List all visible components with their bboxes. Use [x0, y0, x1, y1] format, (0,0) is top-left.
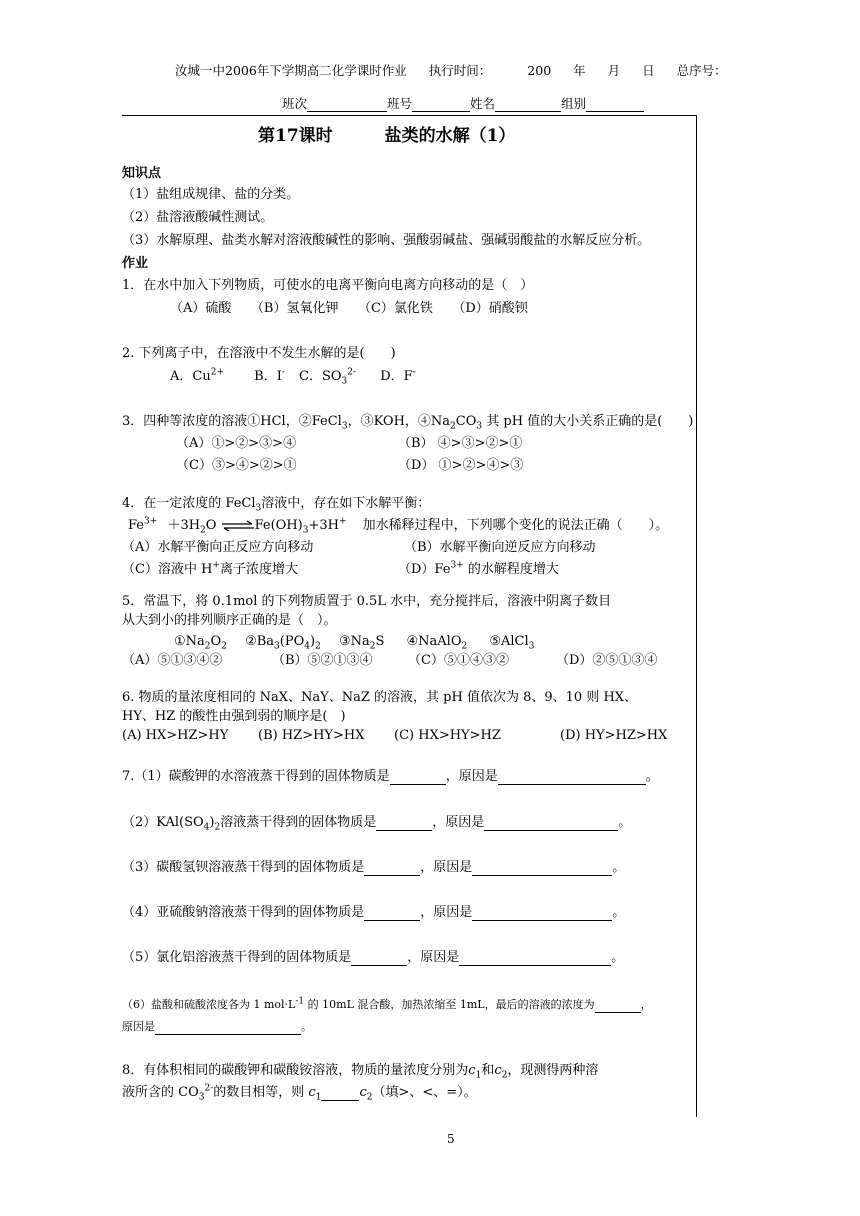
q8-sup: 2-: [204, 1083, 214, 1094]
q3-b-b: ②>①: [485, 436, 523, 451]
q7-text: 。: [301, 1020, 312, 1033]
q5-item: (PO: [279, 634, 305, 649]
q8-var: c: [494, 1063, 502, 1078]
knowledge-item: （1）盐组成规律、盐的分类。: [122, 187, 300, 202]
q2-c-sub: 3: [341, 376, 348, 387]
q8-line1: [122, 1062, 598, 1079]
q7-text: 。: [611, 950, 625, 965]
q7-text: 溶液蒸干得到的固体物质是: [220, 815, 377, 830]
q2-a-sup: 2+: [210, 367, 224, 378]
q4-stem-b: 溶液中，存在如下水解平衡：: [261, 496, 431, 511]
q7-text: （4）亚硫酸钠溶液蒸干得到的固体物质是: [122, 905, 365, 920]
q5-sub: 2: [221, 641, 227, 652]
q2-option-a: A．Cu: [170, 369, 211, 384]
q5-option-c: （C）⑤①④③②: [408, 653, 509, 668]
q8-text: 的数目相等，则: [213, 1085, 305, 1100]
q5-sub: 4: [304, 641, 310, 652]
q8-sub: 2: [366, 1092, 373, 1103]
q4-eq-sup: +: [338, 516, 347, 527]
header-serial: 总序号：: [676, 63, 727, 78]
q4-eq-a: Fe: [128, 518, 145, 533]
q1-options: （A）硫酸 （B）氢氧化钾 （C）氯化铁 （D）硝酸钡: [170, 301, 528, 316]
q4-eq-b: ＋3H: [167, 518, 201, 533]
homework-heading: 作业: [122, 256, 149, 271]
q2-b-sup: -: [281, 367, 285, 378]
q4-option-b: （B）水解平衡向逆反应方向移动: [404, 540, 596, 555]
q7-part4: [122, 904, 625, 921]
header-day: 日: [642, 63, 655, 78]
q3-option-d: （D） ①>②>④>③: [398, 458, 524, 473]
q4-equation: [128, 517, 668, 534]
answer-blank[interactable]: [459, 951, 611, 966]
q7-sub: 2: [214, 822, 221, 833]
q3-b-a: （B） ④>③>: [398, 436, 486, 451]
q2-c-sup: 2-: [347, 367, 357, 378]
answer-blank[interactable]: [364, 861, 420, 876]
q8-line2: [122, 1084, 477, 1101]
answer-blank[interactable]: [376, 816, 432, 831]
q8-text: 液所含的 CO: [122, 1085, 199, 1100]
q3-sub: 3: [341, 421, 348, 432]
q5-item: ①Na: [174, 634, 205, 649]
knowledge-item: （3）水解原理、盐类水解对溶液酸碱性的影响、强酸弱碱盐、强碱弱酸盐的水解反应分析。: [122, 233, 651, 248]
q7-text: （5）氯化铝溶液蒸干得到的固体物质是: [122, 950, 352, 965]
q2-options: [170, 368, 416, 385]
q8-text: 和: [481, 1063, 495, 1078]
q6-stem-line1: 6. 物质的量浓度相同的 NaX、NaY、NaZ 的溶液，其 pH 值依次为 8、9、10 则 HX、: [122, 690, 638, 705]
q4-eq-d: Fe(OH): [254, 518, 303, 533]
q5-item: ④NaAlO: [406, 634, 462, 649]
q7-text: ，: [640, 998, 652, 1011]
q5-option-d: （D）②⑤①③④: [556, 653, 658, 668]
page-number: 5: [447, 1132, 455, 1146]
group-label: 组别: [561, 96, 587, 111]
q4-eq-f: 加水稀释过程中，下列哪个变化的说法正确（ ）。: [362, 518, 669, 533]
number-label: 班号: [387, 96, 413, 111]
q8-sub: 2: [501, 1070, 508, 1081]
q8-var: c: [468, 1063, 476, 1078]
q4-option-c: [122, 561, 298, 578]
q1-stem: 1．在水中加入下列物质，可使水的电离平衡向电离方向移动的是（ ）: [122, 278, 534, 293]
q4-eq-sub: 3: [302, 525, 309, 536]
q8-text: 8．有体积相同的碳酸钾和碳酸铵溶液，物质的量浓度分别为: [122, 1063, 469, 1078]
answer-blank[interactable]: [390, 770, 446, 785]
q4-eq-sup: 3+: [144, 516, 158, 527]
q4-stem: [122, 495, 430, 512]
class-blank[interactable]: [307, 97, 387, 112]
q7-text: 原因是: [122, 1020, 155, 1033]
knowledge-heading: 知识点: [122, 166, 162, 181]
q8-text: ，现测得两种溶: [507, 1063, 599, 1078]
q3-stem-b: ，③KOH，④Na: [347, 414, 451, 429]
class-label: 班次: [282, 96, 308, 111]
q5-stem-line2: 从大到小的排列顺序正确的是（ ）。: [122, 613, 337, 628]
knowledge-item: （2）盐溶液酸碱性测试。: [122, 210, 274, 225]
q4-c-sup: +: [212, 560, 220, 571]
name-label: 姓名: [470, 96, 496, 111]
page-title: [258, 128, 515, 145]
q7-text: 的 10mL 混合酸，加热浓缩至 1mL，最后的溶液的浓度为: [307, 998, 595, 1011]
q5-item: O: [210, 634, 222, 649]
q8-sub: 3: [198, 1092, 205, 1103]
q4-stem-sub: 3: [255, 503, 262, 514]
q7-part5: [122, 949, 624, 966]
q2-option-b: B．I: [254, 369, 282, 384]
q3-sub: 2: [450, 421, 456, 432]
q4-eq-c: O: [205, 518, 217, 533]
q5-item: ⑤AlCl: [489, 634, 529, 649]
q4-c-a: （C）溶液中 H: [122, 562, 213, 577]
q7-text: 。: [612, 905, 626, 920]
answer-blank[interactable]: [351, 951, 407, 966]
header-rule: [122, 115, 696, 116]
q5-option-b: （B）⑤②①③④: [272, 653, 373, 668]
q7-text: 。: [612, 860, 626, 875]
answer-blank[interactable]: [321, 1086, 359, 1101]
q7-text: （2）KAl(SO: [122, 815, 204, 830]
q5-sub: 2: [315, 641, 321, 652]
q5-sub: 2: [369, 641, 376, 652]
q2-option-d: D．F: [380, 369, 413, 384]
q7-sub: 4: [203, 822, 210, 833]
number-blank[interactable]: [412, 97, 470, 112]
answer-blank[interactable]: [472, 861, 612, 876]
header-school: 汝城一中2006年下学期高二化学课时作业: [175, 63, 407, 78]
q3-stem: [122, 413, 693, 430]
q7-text: ): [209, 815, 215, 830]
q3-option-b: [398, 435, 522, 452]
q5-item: ②Ba: [245, 634, 275, 649]
q5-stem-line1: 5．常温下，将 0.1mol 的下列物质置于 0.5L 水中，充分搅拌后，溶液中阴离子数目: [122, 594, 612, 609]
q5-item: S: [375, 634, 385, 649]
answer-blank[interactable]: [364, 906, 420, 921]
equilibrium-arrow-icon: [221, 520, 255, 532]
answer-blank[interactable]: [595, 1000, 641, 1013]
answer-blank[interactable]: [472, 906, 612, 921]
q5-sub: 3: [528, 641, 535, 652]
q4-option-a: （A）水解平衡向正反应方向移动: [122, 540, 314, 555]
q8-sub: 1: [475, 1070, 482, 1081]
q8-var: c: [308, 1085, 316, 1100]
q5-item: ): [309, 634, 316, 649]
q3-option-a: （A）①>②>③>④: [176, 436, 297, 451]
q3-stem-d: 其 pH 值的大小关系正确的是( ): [486, 414, 694, 429]
q7-text: （6）盐酸和硫酸浓度各为 1 mol·L: [122, 998, 296, 1011]
header-line: [175, 62, 727, 79]
q4-stem-a: 4．在一定浓度的 FeCl: [122, 496, 256, 511]
q3-option-c: （C）③>④>②>①: [176, 458, 297, 473]
q5-items: [174, 633, 534, 650]
q7-text: ，原因是: [420, 860, 473, 875]
q3-stem-c: CO: [455, 414, 477, 429]
q4-d-sup: 3+: [450, 560, 464, 571]
q4-eq-sub: 2: [200, 525, 206, 536]
q5-item: ③Na: [338, 634, 370, 649]
header-year: 200: [527, 63, 552, 78]
group-blank[interactable]: [586, 97, 644, 112]
q8-var: c: [359, 1085, 367, 1100]
q5-sub: 3: [274, 641, 280, 652]
q4-d-b: 的水解程度增大: [467, 562, 559, 577]
q7-text: ，原因是: [407, 950, 460, 965]
q3-sub: 3: [476, 421, 483, 432]
q7-part3: [122, 859, 625, 876]
header-year-unit: 年: [573, 63, 586, 78]
q6-option-c: (C) HX>HY>HZ: [394, 728, 501, 743]
q2-option-c: C．SO: [299, 369, 342, 384]
q2-stem: 2. 下列离子中，在溶液中不发生水解的是( ): [122, 346, 396, 361]
header-month: 月: [607, 63, 621, 78]
q7-text: 。: [618, 815, 632, 830]
answer-blank[interactable]: [155, 1022, 301, 1035]
name-blank[interactable]: [495, 97, 561, 112]
q5-option-a: （A）⑤①③④②: [122, 653, 223, 668]
q4-d-a: （D）Fe: [398, 562, 451, 577]
q4-option-d: [398, 561, 559, 578]
q5-sub: 2: [204, 641, 211, 652]
q6-option-d: (D) HY>HZ>HX: [560, 728, 668, 743]
q7-part1: [122, 768, 659, 785]
q7-text: 。: [645, 769, 659, 784]
q8-text: （填>、<、=）。: [372, 1085, 477, 1100]
q7-sup: -1: [295, 996, 305, 1007]
q4-c-b: 离子浓度增大: [219, 562, 298, 577]
info-line: [282, 95, 644, 112]
q6-option-a: (A) HX>HZ>HY: [122, 728, 229, 743]
answer-blank[interactable]: [484, 816, 618, 831]
q7-text: ，原因是: [432, 815, 485, 830]
lesson-topic: 盐类的水解（1）: [384, 126, 516, 146]
q7-part6-reason: [122, 1018, 312, 1035]
q6-option-b: (B) HZ>HY>HX: [258, 728, 365, 743]
margin-rule: [696, 115, 697, 1117]
q2-d-sup: -: [412, 367, 416, 378]
q3-stem-a: 3．四种等浓度的溶液①HCl，②FeCl: [122, 414, 342, 429]
q5-sub: 2: [461, 641, 468, 652]
header-exec-label: 执行时间：: [428, 63, 492, 78]
q4-eq-e: +3H: [308, 518, 339, 533]
q7-text: ，原因是: [445, 769, 498, 784]
q7-text: ，原因是: [420, 905, 473, 920]
q7-part6: [122, 996, 652, 1013]
q7-text: （3）碳酸氢钡溶液蒸干得到的固体物质是: [122, 860, 365, 875]
q7-part2: [122, 814, 631, 831]
lesson-number: 第17课时: [258, 126, 333, 146]
q8-sub: 1: [315, 1092, 322, 1103]
answer-blank[interactable]: [498, 770, 646, 785]
q6-stem-line2: HY、HZ 的酸性由强到弱的顺序是( ): [122, 709, 346, 724]
q7-text: 7.（1）碳酸钾的水溶液蒸干得到的固体物质是: [122, 769, 390, 784]
